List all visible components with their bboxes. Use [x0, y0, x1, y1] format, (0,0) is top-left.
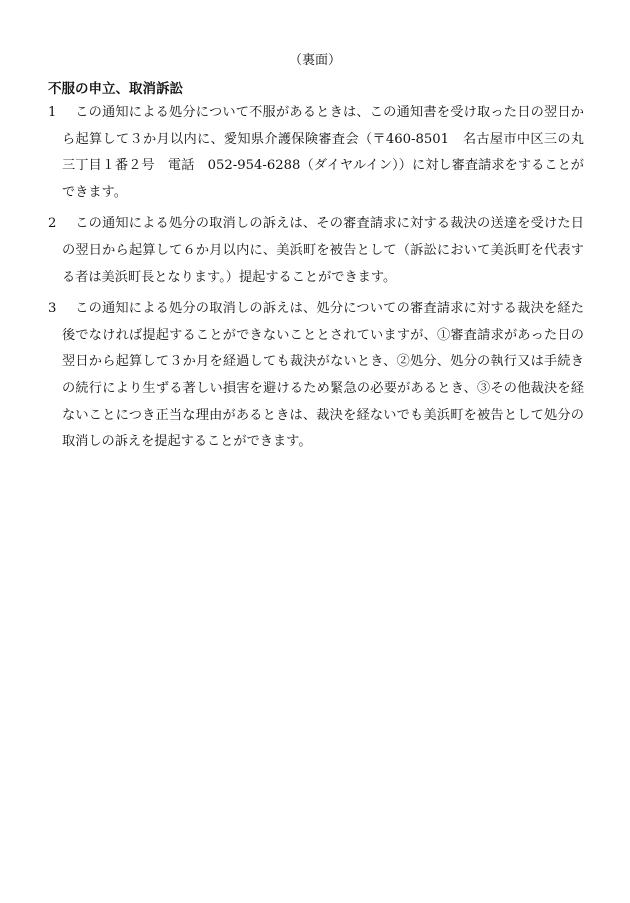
- item-number: 2: [48, 216, 57, 232]
- notice-item-1: [48, 100, 584, 206]
- item-text: この通知による処分の取消しの訴えは、処分についての審査請求に対する裁決を経た後でなければ提起することができないこととされていますが、①審査請求があった日の翌日から起算して３か月を経過しても裁決がないとき、②処分、処分の執行又は手続きの続行により生ずる著しい損害を避けるため緊急の必要があるとき、③その他裁決を経ないことにつき正当な理由があるときは、裁決を経ないでも美浜町を被告として処分の取消しの訴えを提起することができます。: [62, 301, 584, 450]
- item-text: この通知による処分について不服があるときは、この通知書を受け取った日の翌日から起算して３か月以内に、愛知県介護保険審査会（〒460-8501 名古屋市中区三の丸三丁目１番２号 電話 052-954-6288（ダイヤルイン））に対し審査請求をすることができます。: [62, 105, 584, 200]
- item-text: この通知による処分の取消しの訴えは、その審査請求に対する裁決の送達を受けた日の翌日から起算して６か月以内に、美浜町を被告として（訴訟において美浜町を代表する者は美浜町長となります。）提起することができます。: [62, 216, 584, 285]
- notice-item-2: [48, 211, 584, 291]
- section-title: 不服の申立、取消訴訟: [48, 81, 183, 97]
- notice-list: [48, 100, 584, 461]
- item-number: 3: [48, 301, 57, 317]
- page-side-label: （裏面）: [288, 53, 341, 68]
- notice-item-3: [48, 296, 584, 456]
- item-number: 1: [48, 105, 57, 120]
